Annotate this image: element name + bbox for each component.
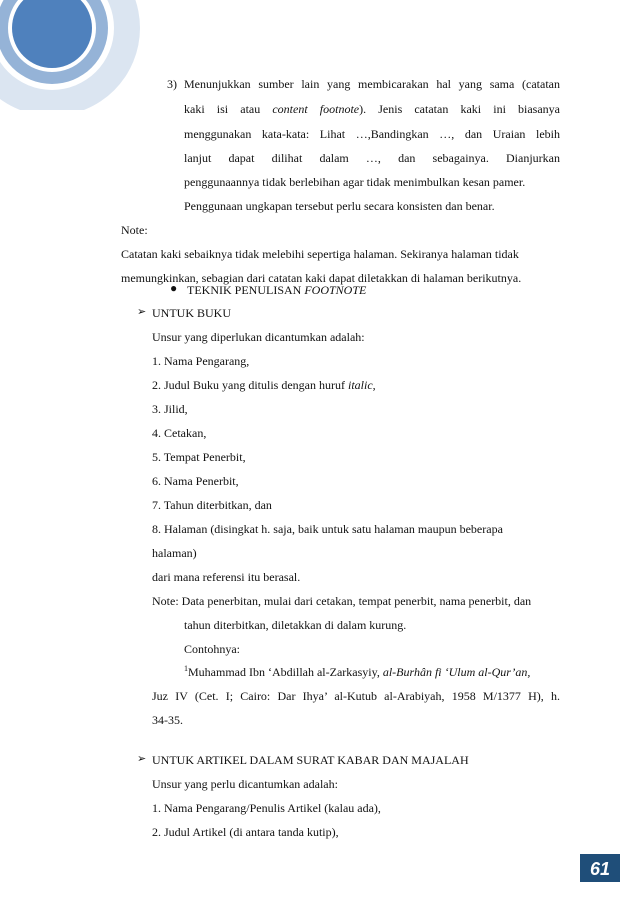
note-line-2: memungkinkan, sebagian dari catatan kaki dapat diletakkan di halaman berikutnya. bbox=[121, 271, 522, 285]
footnote-example-line-2: Juz IV (Cet. I; Cairo: Dar Ihya’ al-Kutub al-Arabiyah, 1958 M/1377 H), h. bbox=[152, 689, 560, 703]
list-item-continued: halaman) bbox=[152, 546, 197, 560]
arrow-bullet-icon: ➢ bbox=[137, 306, 147, 318]
artikel-intro: Unsur yang perlu dicantumkan adalah: bbox=[152, 777, 338, 791]
list-item: 1. Nama Pengarang, bbox=[152, 354, 250, 368]
arrow-bullet-icon: ➢ bbox=[137, 753, 147, 765]
section-heading-buku: UNTUK BUKU bbox=[152, 306, 231, 320]
list-item: 2. Judul Artikel (di antara tanda kutip), bbox=[152, 825, 339, 839]
decorative-circles bbox=[0, 0, 150, 110]
page-number: 61 bbox=[580, 856, 620, 882]
list-item: 6. Nama Penerbit, bbox=[152, 474, 239, 488]
list-item: 1. Nama Pengarang/Penulis Artikel (kalau ada), bbox=[152, 801, 381, 815]
note-label: Note: bbox=[121, 223, 148, 237]
section-heading-artikel: UNTUK ARTIKEL DALAM SURAT KABAR DAN MAJALAH bbox=[152, 753, 469, 767]
item3-line-3: menggunakan kata-kata: Lihat …,Bandingkan …, dan Uraian lebih bbox=[184, 127, 560, 141]
item3-line-5: penggunaannya tidak berlebihan agar tidak menimbulkan kesan pamer. bbox=[184, 175, 526, 189]
item3-line-2: kaki isi atau content footnote). Jenis catatan kaki ini biasanya bbox=[184, 102, 561, 116]
list-item: 8. Halaman (disingkat h. saja, baik untuk satu halaman maupun beberapa bbox=[152, 522, 503, 536]
buku-source: dari mana referensi itu berasal. bbox=[152, 570, 301, 584]
bullet-icon: ● bbox=[170, 281, 178, 295]
list-item: 5. Tempat Penerbit, bbox=[152, 450, 246, 464]
item3-line-1: Menunjukkan sumber lain yang membicarakan hal yang sama (catatan bbox=[184, 77, 560, 91]
item3-line-6: Penggunaan ungkapan tersebut perlu secara konsisten dan benar. bbox=[184, 199, 495, 213]
footnote-example-line-1: $^1$Muhammad Ibn ‘Abdillah al-Zarkasyiy, al-Burhân fi ‘Ulum al-Qur’an, bbox=[184, 664, 531, 679]
note-line-1: Catatan kaki sebaiknya tidak melebihi sepertiga halaman. Sekiranya halaman tidak bbox=[121, 247, 519, 261]
list-item: 7. Tahun diterbitkan, dan bbox=[152, 498, 272, 512]
buku-note-line-1: Note: Data penerbitan, mulai dari cetakan, tempat penerbit, nama penerbit, dan bbox=[152, 594, 532, 608]
example-label: Contohnya: bbox=[184, 642, 240, 656]
buku-note-line-2: tahun diterbitkan, diletakkan di dalam kurung. bbox=[184, 618, 407, 632]
list-item: 3. Jilid, bbox=[152, 402, 188, 416]
list-item: 2. Judul Buku yang ditulis dengan huruf italic, bbox=[152, 378, 376, 392]
section-heading-teknik: TEKNIK PENULISAN FOOTNOTE bbox=[187, 283, 367, 297]
list-number: 3) bbox=[167, 77, 177, 91]
footnote-example-line-3: 34-35. bbox=[152, 713, 183, 727]
list-item: 4. Cetakan, bbox=[152, 426, 207, 440]
item3-line-4: lanjut dapat dilihat dalam …, dan sebagainya. Dianjurkan bbox=[184, 151, 560, 165]
buku-intro: Unsur yang diperlukan dicantumkan adalah: bbox=[152, 330, 365, 344]
